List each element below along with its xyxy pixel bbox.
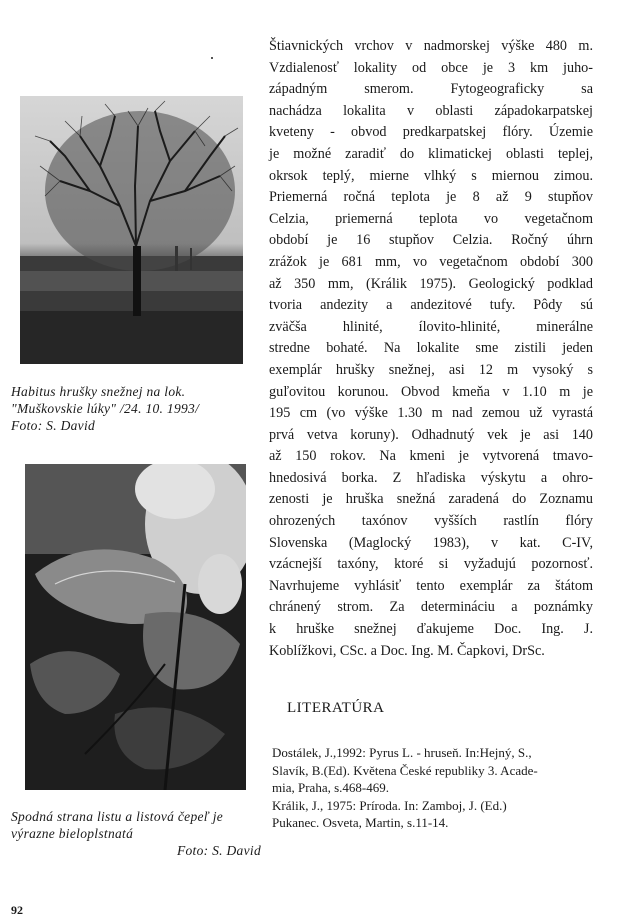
reference-entry — [272, 744, 594, 797]
tree-photo — [20, 96, 243, 364]
body-line: okrsok teplý, mierne vlhký s miernou zimou. — [269, 167, 593, 184]
body-line: chránený strom. Za determináciu a poznámky — [269, 599, 593, 616]
body-line: období je 16 stupňov Celzia. Ročný úhrn — [269, 232, 593, 249]
reference-line: Králik, J., 1975: Príroda. In: Zamboj, J. (Ed.) — [272, 797, 507, 813]
body-line: Navrhujeme vyhlásiť tento exemplár za štátom — [269, 577, 593, 594]
reference-list — [272, 744, 594, 832]
body-line: zväčša hlinité, ílovito-hlinité, minerálne — [269, 318, 593, 335]
body-line: ohrozených taxónov vyšších rastlín flóry — [269, 513, 593, 530]
caption-line: "Muškovskie lúky" /24. 10. 1993/ — [11, 401, 200, 416]
body-line: zrážok je 681 mm, vo vegetačnom období 300 — [269, 253, 593, 270]
reference-line: mia, Praha, s.468-469. — [272, 780, 389, 795]
body-line: 195 cm (vo výške 1.30 m nad zemou už vyrastá — [269, 405, 593, 422]
body-line: guľovitou korunou. Obvod kmeňa v 1.10 m je — [269, 383, 593, 400]
photo-credit: Foto: S. David — [176, 843, 261, 858]
caption-line: Habitus hrušky snežnej na lok. — [11, 384, 186, 399]
body-line: prvá vetva koruny). Odhadnutý vek je asi 140 — [269, 426, 593, 443]
body-line: je možné zaradiť do klimatickej oblasti teplej, — [269, 145, 593, 162]
body-line: Priemerná ročná teplota je 8 až 9 stupňov — [269, 189, 593, 206]
body-line: Slovenska (Maglocký 1983), v kat. C-IV, — [269, 534, 593, 551]
reference-entry — [272, 797, 594, 832]
caption-line: Spodná strana listu a listová čepeľ je — [11, 809, 224, 824]
speck — [211, 57, 213, 59]
body-line: tvoria andezity a andezitové tufy. Pôdy sú — [269, 297, 593, 314]
body-line: západným smerom. Fytogeograficky sa — [269, 81, 593, 98]
body-line: Štiavnických vrchov v nadmorskej výške 480 m. — [269, 38, 593, 54]
reference-line: Dostálek, J.,1992: Pyrus L. - hruseň. In:Hejný, S., — [272, 745, 532, 760]
caption-line: Foto: S. David — [11, 418, 96, 433]
body-line: Koblížkovi, CSc. a Doc. Ing. M. Čapkovi, DrSc. — [269, 642, 545, 659]
body-line: až 150 rokov. Na kmeni je vytvorená tmavo- — [269, 448, 593, 465]
reference-line: Pukanec. Osveta, Martin, s.11-14. — [272, 815, 449, 830]
caption-line: výrazne bieloplstnatá — [11, 826, 134, 841]
body-line: Vzdialenosť lokality od obce je 3 km juho- — [269, 59, 593, 76]
body-line: zenosti je hruška snežná zaradená do Zoznamu — [269, 491, 593, 508]
body-line: exemplár hrušky snežnej, asi 12 m vysoký s — [269, 361, 593, 378]
body-text-column — [269, 36, 593, 662]
page-number: 92 — [11, 903, 23, 917]
leaf-photo — [25, 464, 246, 790]
photo-caption-2 — [11, 808, 269, 859]
photo-caption-1 — [11, 383, 269, 434]
body-line: hnedosivá borka. Z hľadiska výskytu a ohro- — [269, 469, 593, 486]
body-line: k hruške snežnej ďakujeme Doc. Ing. J. — [269, 621, 593, 638]
body-line: vzácnejší taxóny, ktoré si vyžadujú pozornosť. — [269, 556, 593, 573]
section-heading: LITERATÚRA — [287, 700, 385, 716]
body-line: až 350 mm, (Králik 1975). Geologický podklad — [269, 275, 593, 292]
body-line: kveteny - obvod predkarpatskej flóry. Územie — [269, 124, 593, 141]
body-line: stredne bohaté. Na lokalite sme zistili jeden — [269, 340, 593, 357]
reference-line: Slavík, B.(Ed). Květena České republiky 3. Acade- — [272, 762, 538, 778]
body-line: Celzia, priemerná teplota vo vegetačnom — [269, 210, 593, 227]
body-line: nachádza lokalita v oblasti západokarpatskej — [269, 102, 593, 119]
